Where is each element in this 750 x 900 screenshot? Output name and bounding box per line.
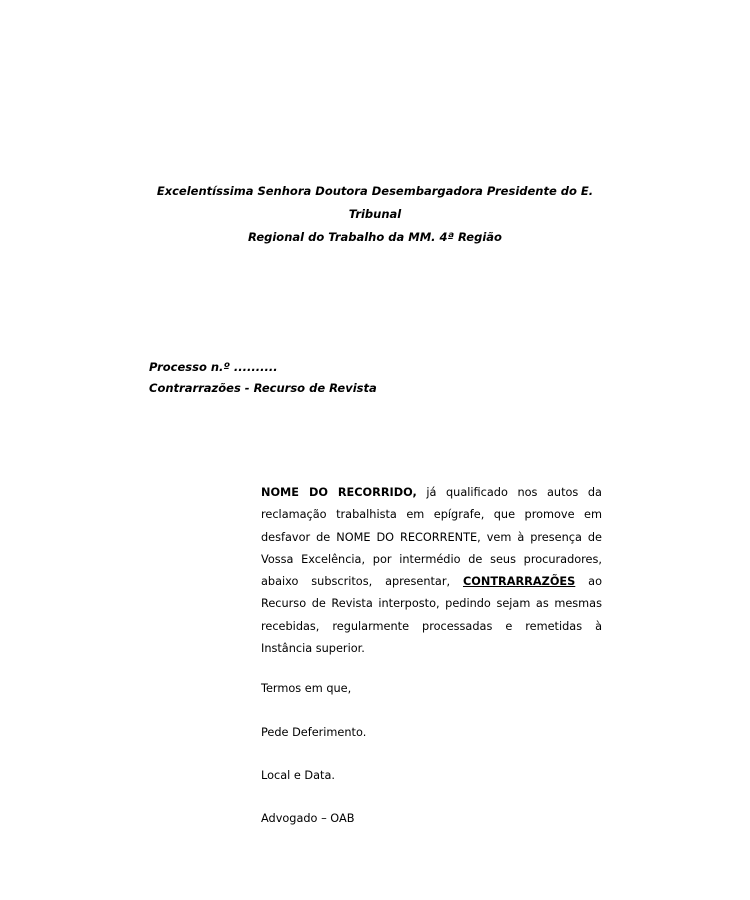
addressee-line-1: Excelentíssima Senhora Doutora Desembargadora Presidente do E. Tribunal bbox=[156, 184, 594, 221]
closing-signature: Advogado – OAB bbox=[261, 812, 355, 826]
counterarguments-highlight: CONTRARRAZÕES bbox=[462, 575, 576, 589]
addressee-heading bbox=[140, 180, 610, 249]
petition-text-2: ao Recurso de Revista interposto, pedindo sejam as mesmas recebidas, regularmente processadas e remetidas à Instância superior. bbox=[261, 575, 602, 656]
petition-body bbox=[261, 482, 602, 831]
process-info bbox=[149, 357, 377, 399]
petition-paragraph bbox=[261, 482, 602, 660]
process-number: Processo n.º .......... bbox=[149, 360, 278, 374]
closing-request: Pede Deferimento. bbox=[261, 725, 367, 739]
closing-place-date: Local e Data. bbox=[261, 768, 335, 782]
addressee-line-2: Regional do Trabalho da MM. 4ª Região bbox=[248, 230, 502, 244]
closing-terms: Termos em que, bbox=[261, 682, 352, 696]
petition-text-1: já qualificado nos autos da reclamação trabalhista em epígrafe, que promove em desfavor de NOME DO RECORRENTE, vem à presença de Vossa Excelência, por intermédio de seus procuradores, abaixo subscritos, apresentar, bbox=[261, 486, 602, 589]
process-subject: Contrarrazões - Recurso de Revista bbox=[149, 381, 377, 395]
party-name: NOME DO RECORRIDO, bbox=[261, 486, 417, 499]
